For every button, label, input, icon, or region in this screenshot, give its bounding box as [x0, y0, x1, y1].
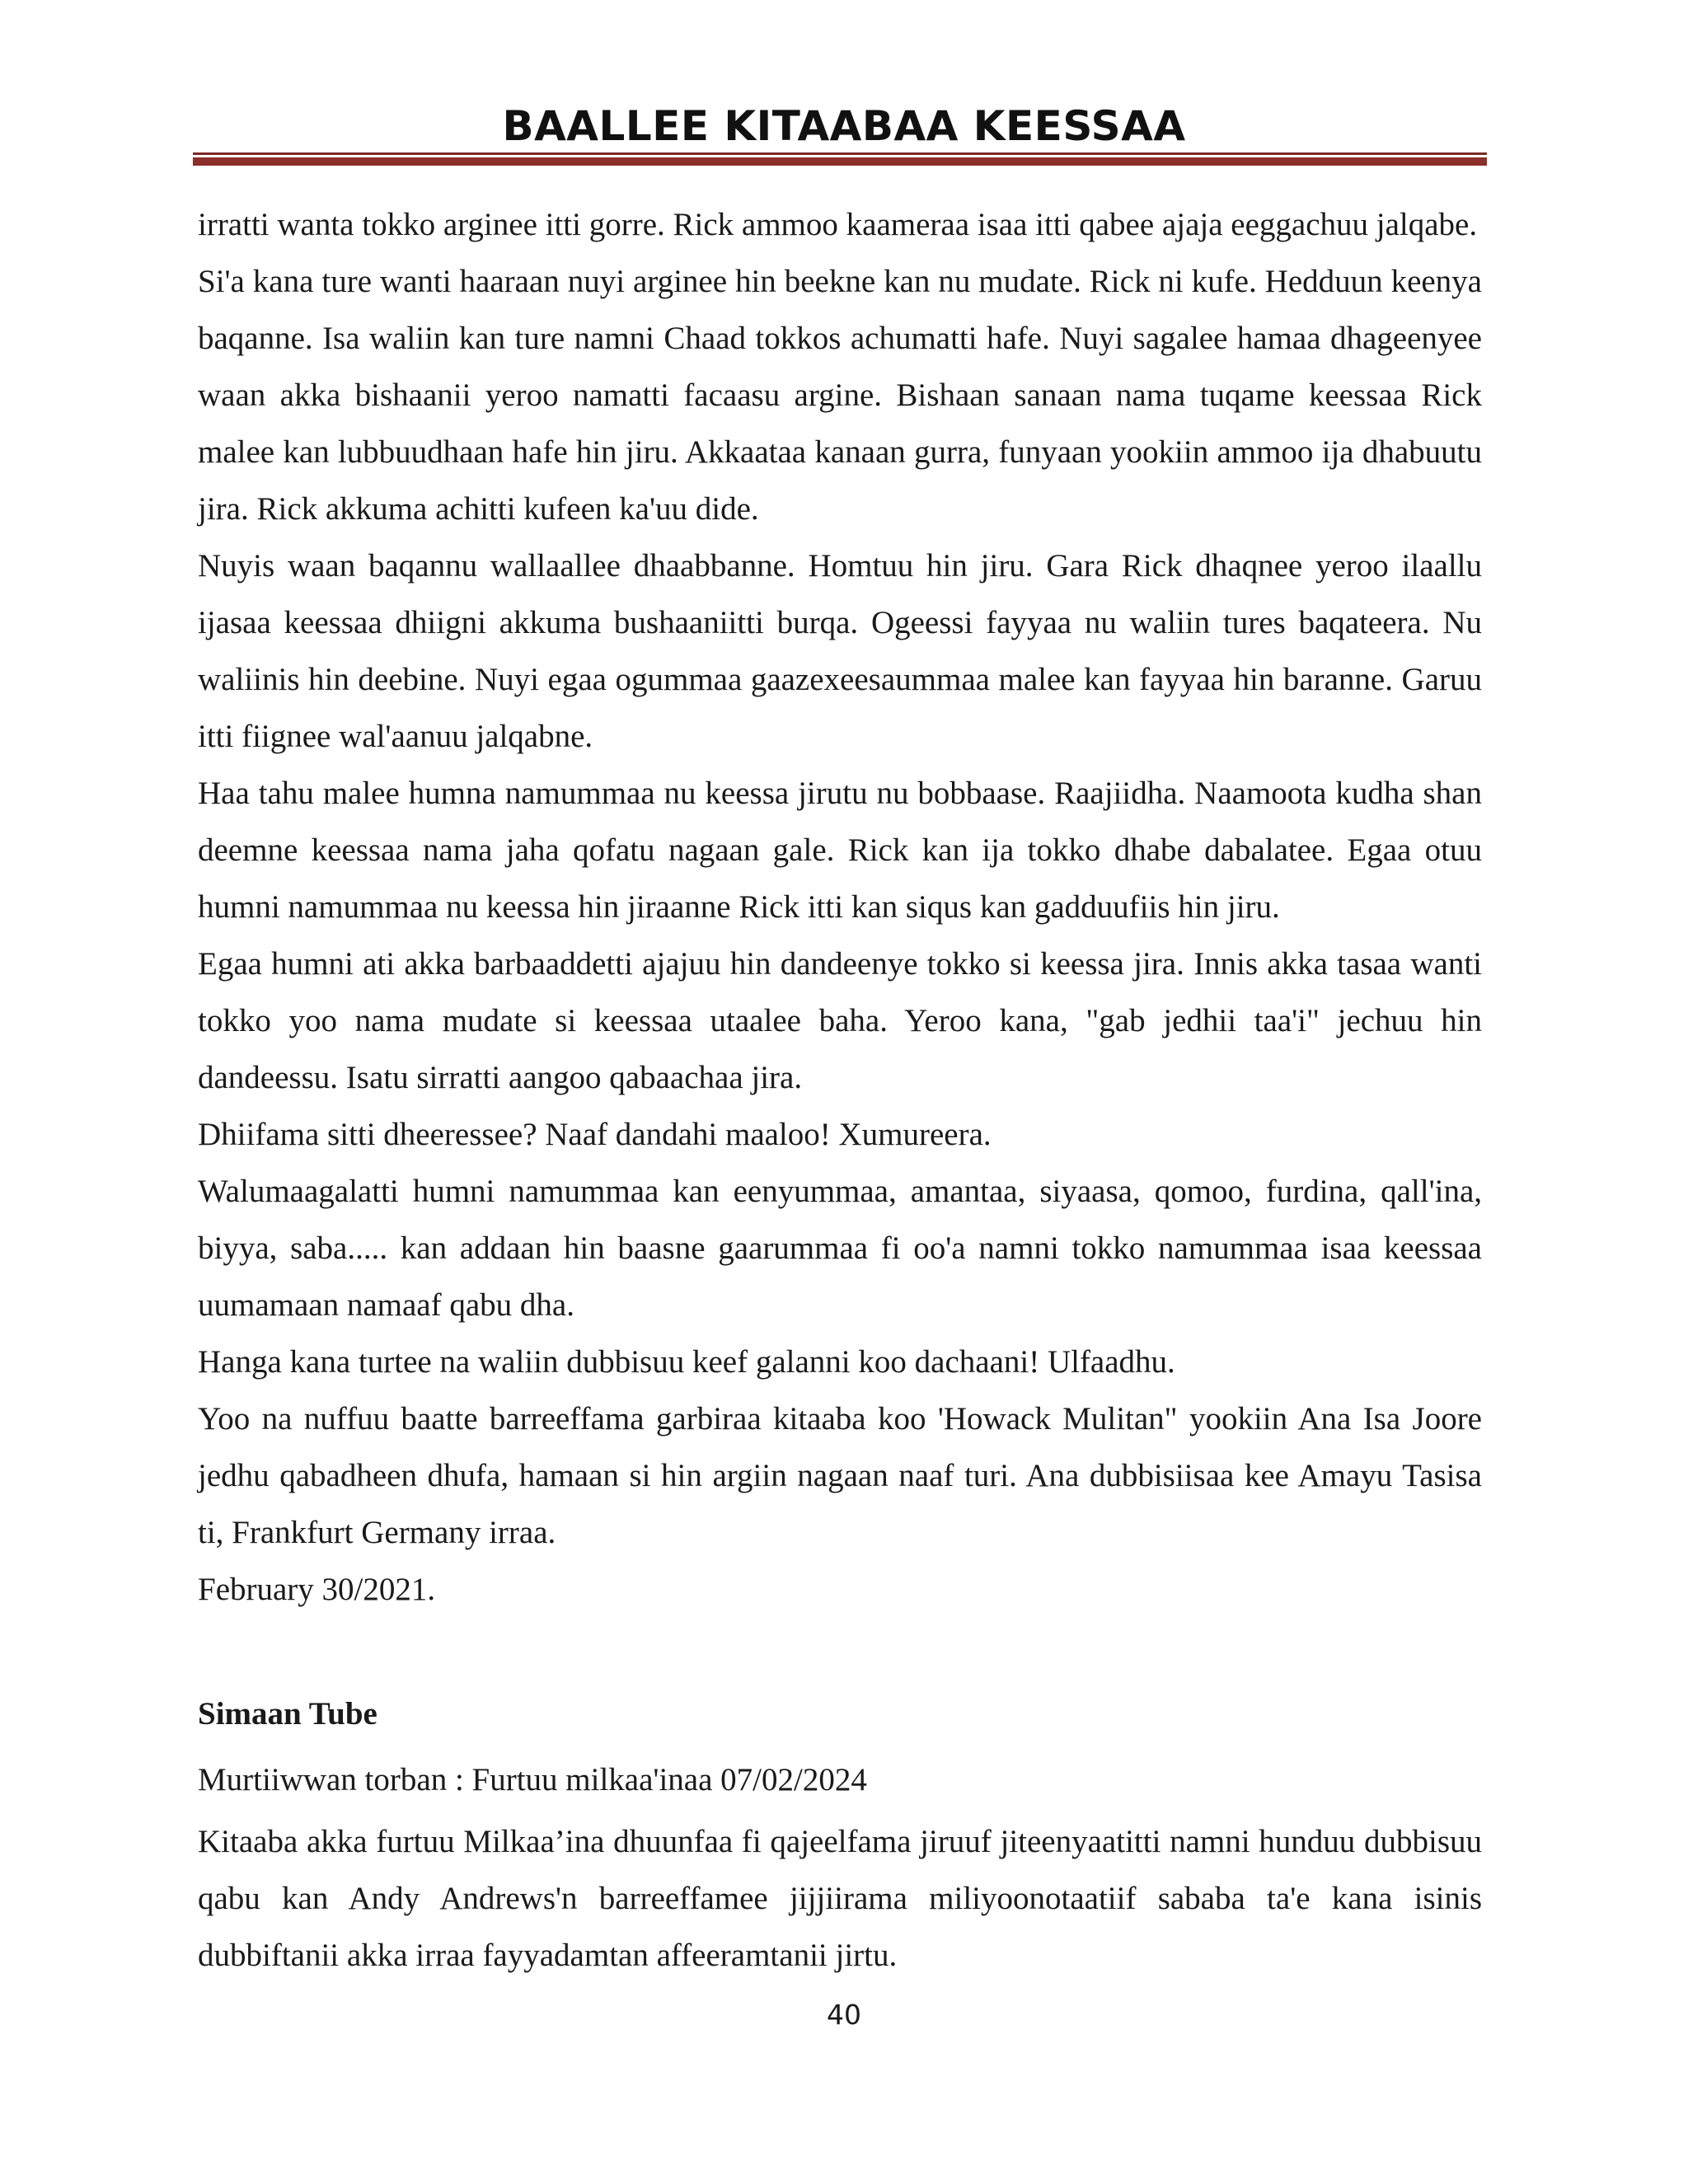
running-header-title: BAALLEE KITAABAA KEESSAA [502, 102, 1186, 150]
paragraph: Hanga kana turtee na waliin dubbisuu keef galanni koo dachaani! Ulfaadhu. [198, 1344, 1175, 1380]
paragraph-date: February 30/2021. [198, 1572, 436, 1607]
paragraph: Yoo na nuffuu baatte barreeffama garbiraa kitaaba koo 'Howack Mulitan" yookiin Ana Isa Joore jedhu qabadheen dhufa, hamaan si hin argiin nagaan naaf turi. Ana dubbisiisaa kee Amayu Tasisa ti, Frankfurt Germany irraa. [198, 1401, 1482, 1550]
section-subtitle: Murtiiwwan torban : Furtuu milkaa'inaa 07/02/2024 [198, 1762, 867, 1797]
paragraph: irratti wanta tokko arginee itti gorre. Rick ammoo kaameraa isaa itti qabee ajaja eeggachuu jalqabe. [198, 207, 1478, 242]
final-body-text [198, 1813, 1482, 1984]
paragraph: Nuyis waan baqannu wallaallee dhaabbanne. Homtuu hin jiru. Gara Rick dhaqnee yeroo ilaallu ijasaa keessaa dhiigni akkuma bushaaniitti burqa. Ogeessi fayyaa nu waliin tures baqateera. Nu waliinis hin deebine. Nuyi egaa ogummaa gaazexeesaummaa malee kan fayyaa hin baranne. Garuu itti fiignee wal'aanuu jalqabne. [198, 548, 1482, 754]
paragraph: Si'a kana ture wanti haaraan nuyi arginee hin beekne kan nu mudate. Rick ni kufe. Hedduun keenya baqanne. Isa waliin kan ture namni Chaad tokkos achumatti hafe. Nuyi sagalee hamaa dhageenyee waan akka bishaanii yeroo namatti facaasu argine. Bishaan sanaan nama tuqame keessaa Rick malee kan lubbuudhaan hafe hin jiru. Akkaataa kanaan gurra, funyaan yookiin ammoo ija dhabuutu jira. Rick akkuma achitti kufeen ka'uu dide. [198, 264, 1482, 527]
header-rule-thick [193, 157, 1487, 166]
header-rule-thin [193, 152, 1487, 155]
paragraph: Dhiifama sitti dheeressee? Naaf dandahi maaloo! Xumureera. [198, 1117, 992, 1152]
paragraph: Egaa humni ati akka barbaaddetti ajajuu hin dandeenye tokko si keessa jira. Innis akka tasaa wanti tokko yoo nama mudate si keessaa utaalee baha. Yeroo kana, "gab jedhii taa'i" jechuu hin dandeessu. Isatu sirratti aangoo qabaachaa jira. [198, 946, 1482, 1095]
paragraph: Walumaagalatti humni namummaa kan eenyummaa, amantaa, siyaasa, qomoo, furdina, qall'ina, biyya, saba..... kan addaan hin baasne gaarummaa fi oo'a namni tokko namummaa isaa keessaa uumamaan namaaf qabu dha. [198, 1174, 1482, 1323]
body-text [198, 196, 1482, 1618]
paragraph: Kitaaba akka furtuu Milkaa’ina dhuunfaa fi qajeelfama jiruuf jiteenyaatitti namni hunduu dubbisuu qabu kan Andy Andrews'n barreeffamee jijjiirama miliyoonotaatiif sababa ta'e kana isinis dubbiftanii akka irraa fayyadamtan affeeramtanii jirtu. [198, 1824, 1482, 1973]
paragraph: Haa tahu malee humna namummaa nu keessa jirutu nu bobbaase. Raajiidha. Naamoota kudha shan deemne keessaa nama jaha qofatu nagaan gale. Rick kan ija tokko dhabe dabalatee. Egaa otuu humni namummaa nu keessa hin jiraanne Rick itti kan siqus kan gadduufiis hin jiru. [198, 776, 1482, 925]
author-signature: Simaan Tube [198, 1696, 377, 1732]
page-number: 40 [827, 1999, 861, 2031]
